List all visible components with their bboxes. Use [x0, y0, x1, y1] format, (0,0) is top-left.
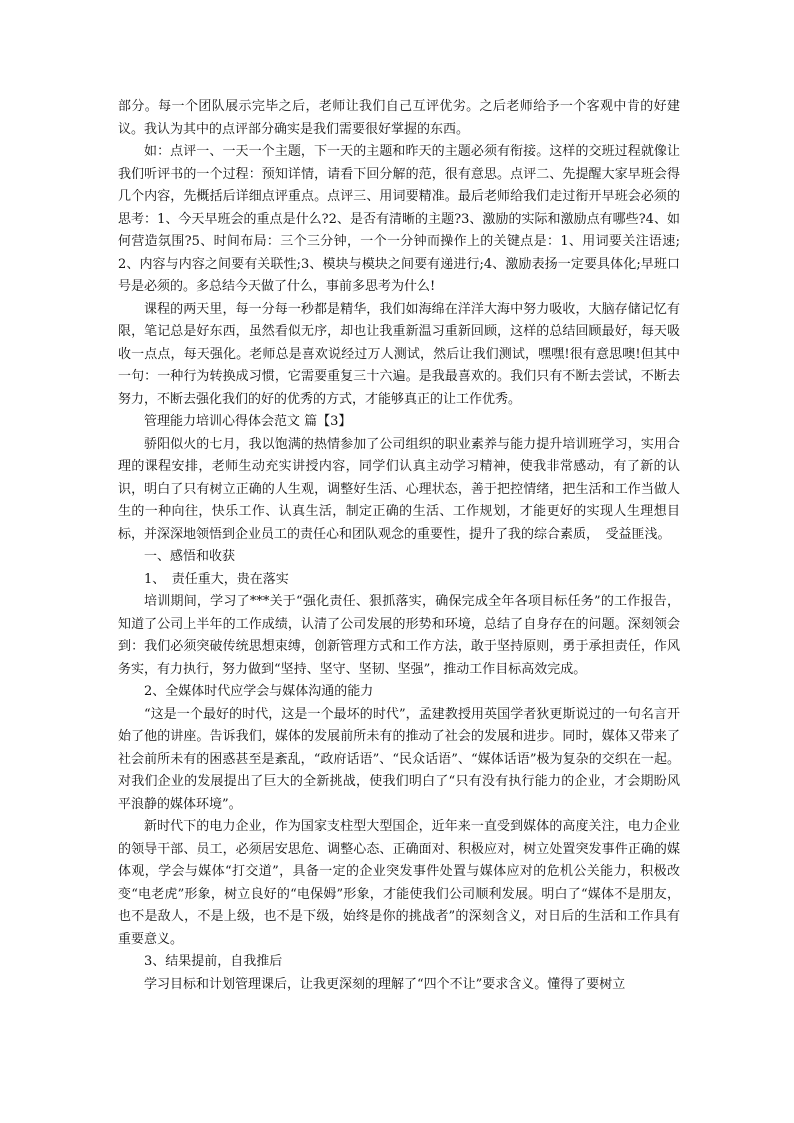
paragraph-6: “这是一个最好的时代，这是一个最坏的时代”，孟建教授用英国学者狄更斯说过的一句名言开始了他的讲座。告诉我们，媒体的发展前所未有的推动了社会的发展和进步。同时，媒体又带来了社会前所未有的困惑甚至是紊乱，“政府话语”、“民众话语”、“媒体话语”极为复杂的交织在一起。对我们企业的发展提出了巨大的全新挑战，使我们明白了“只有没有执行能力的企业，才会期盼风平浪静的媒体环境”。 — [118, 706, 680, 812]
paragraph-7: 新时代下的电力企业，作为国家支柱型大型国企，近年来一直受到媒体的高度关注，电力企业的领导干部、员工，必须居安思危、调整心态、正确面对、积极应对，树立处置突发事件正确的媒体观，学会与媒体“打交道”，具备一定的企业突发事件处置与媒体应对的危机公关能力，积极改变“电老虎”形象，树立良好的“电保姆”形象，才能使我们公司顺利发展。明白了“媒体不是朋友，也不是敌人，不是上级，也不是下级，始终是你的挑战者”的深刻含义，对日后的生活和工作具有重要意义。 — [118, 819, 680, 947]
section-title: 管理能力培训心得体会范文 篇【3】 — [144, 414, 352, 429]
document-page — [118, 96, 680, 996]
paragraph-2: 如：点评一、一天一个主题，下一天的主题和昨天的主题必须有衔接。这样的交班过程就像让我们听评书的一个过程：预知详情，请看下回分解的范，很有意思。点评二、先提醒大家早班会得几个内容，先概括后详细点评重点。点评三、用词要精准。最后老师给我们走过衔开早班会必须的思考：1、今天早班会的重点是什么?2、是否有清晰的主题?3、激励的实际和激励点有哪些?4、如何营造氛围?5、时间布局：三个三分钟，一个一分钟而操作上的关键点是：1、用词要关注语速;2、内容与内容之间要有关联性;3、模块与模块之间要有递进行;4、激励表扬一定要具体化;早班口号是必须的。多总结今天做了什么，事前多思考为什么! — [118, 144, 680, 294]
subheading-4: 3、结果提前，自我推后 — [144, 954, 283, 969]
paragraph-3: 课程的两天里，每一分每一秒都是精华，我们如海绵在洋洋大海中努力吸收，大脑存储记忆有限，笔记总是好东西，虽然看似无序，却也让我重新温习重新回顾，这样的总结回顾最好，每天吸收一点点，每天强化。老师总是喜欢说经过万人测试，然后让我们测试，嘿嘿!很有意思噢!但其中一句：一种行为转换成习惯，它需要重复三十六遍。是我最喜欢的。我们只有不断去尝试，不断去努力，不断去强化我们的好的优秀的方式，才能够真正的让工作优秀。 — [118, 301, 680, 407]
subheading-3: 2、全媒体时代应学会与媒体沟通的能力 — [144, 684, 374, 699]
paragraph-4: 骄阳似火的七月，我以饱满的热情参加了公司组织的职业素养与能力提升培训班学习，实用合理的课程安排，老师生动充实讲授内容，同学们认真主动学习精神，使我非常感动，有了新的认识，明白了只有树立正确的人生观，调整好生活、心理状态，善于把控情绪，把生活和工作当做人生的一种向往，快乐工作、认真生活，制定正确的生活、工作规划，才能更好的实现人生理想目标，并深深地领悟到企业员工的责任心和团队观念的重要性，提升了我的综合素质， 受益匪浅。 — [118, 436, 680, 542]
paragraph-8: 学习目标和计划管理课后，让我更深刻的理解了“四个不让”要求含义。懂得了要树立 — [144, 976, 626, 992]
paragraph-5: 培训期间，学习了***关于“强化责任、狠抓落实，确保完成全年各项目标任务”的工作报告，知道了公司上半年的工作成绩，认清了公司发展的形势和环境，总结了自身存在的问题。深刻领会到：我们必须突破传统思想束缚，创新管理方式和工作方法，敢于坚持原则，勇于承担责任，作风务实，有力执行，努力做到“坚持、坚守、坚韧、坚强”，推动工作目标高效完成。 — [118, 594, 680, 677]
subheading-2: 1、 责任重大，贵在落实 — [144, 571, 289, 587]
subheading-1: 一、感悟和收获 — [144, 549, 236, 564]
paragraph-1: 部分。每一个团队展示完毕之后，老师让我们自己互评优劣。之后老师给予一个客观中肯的好建议。我认为其中的点评部分确实是我们需要很好掌握的东西。 — [118, 99, 680, 137]
